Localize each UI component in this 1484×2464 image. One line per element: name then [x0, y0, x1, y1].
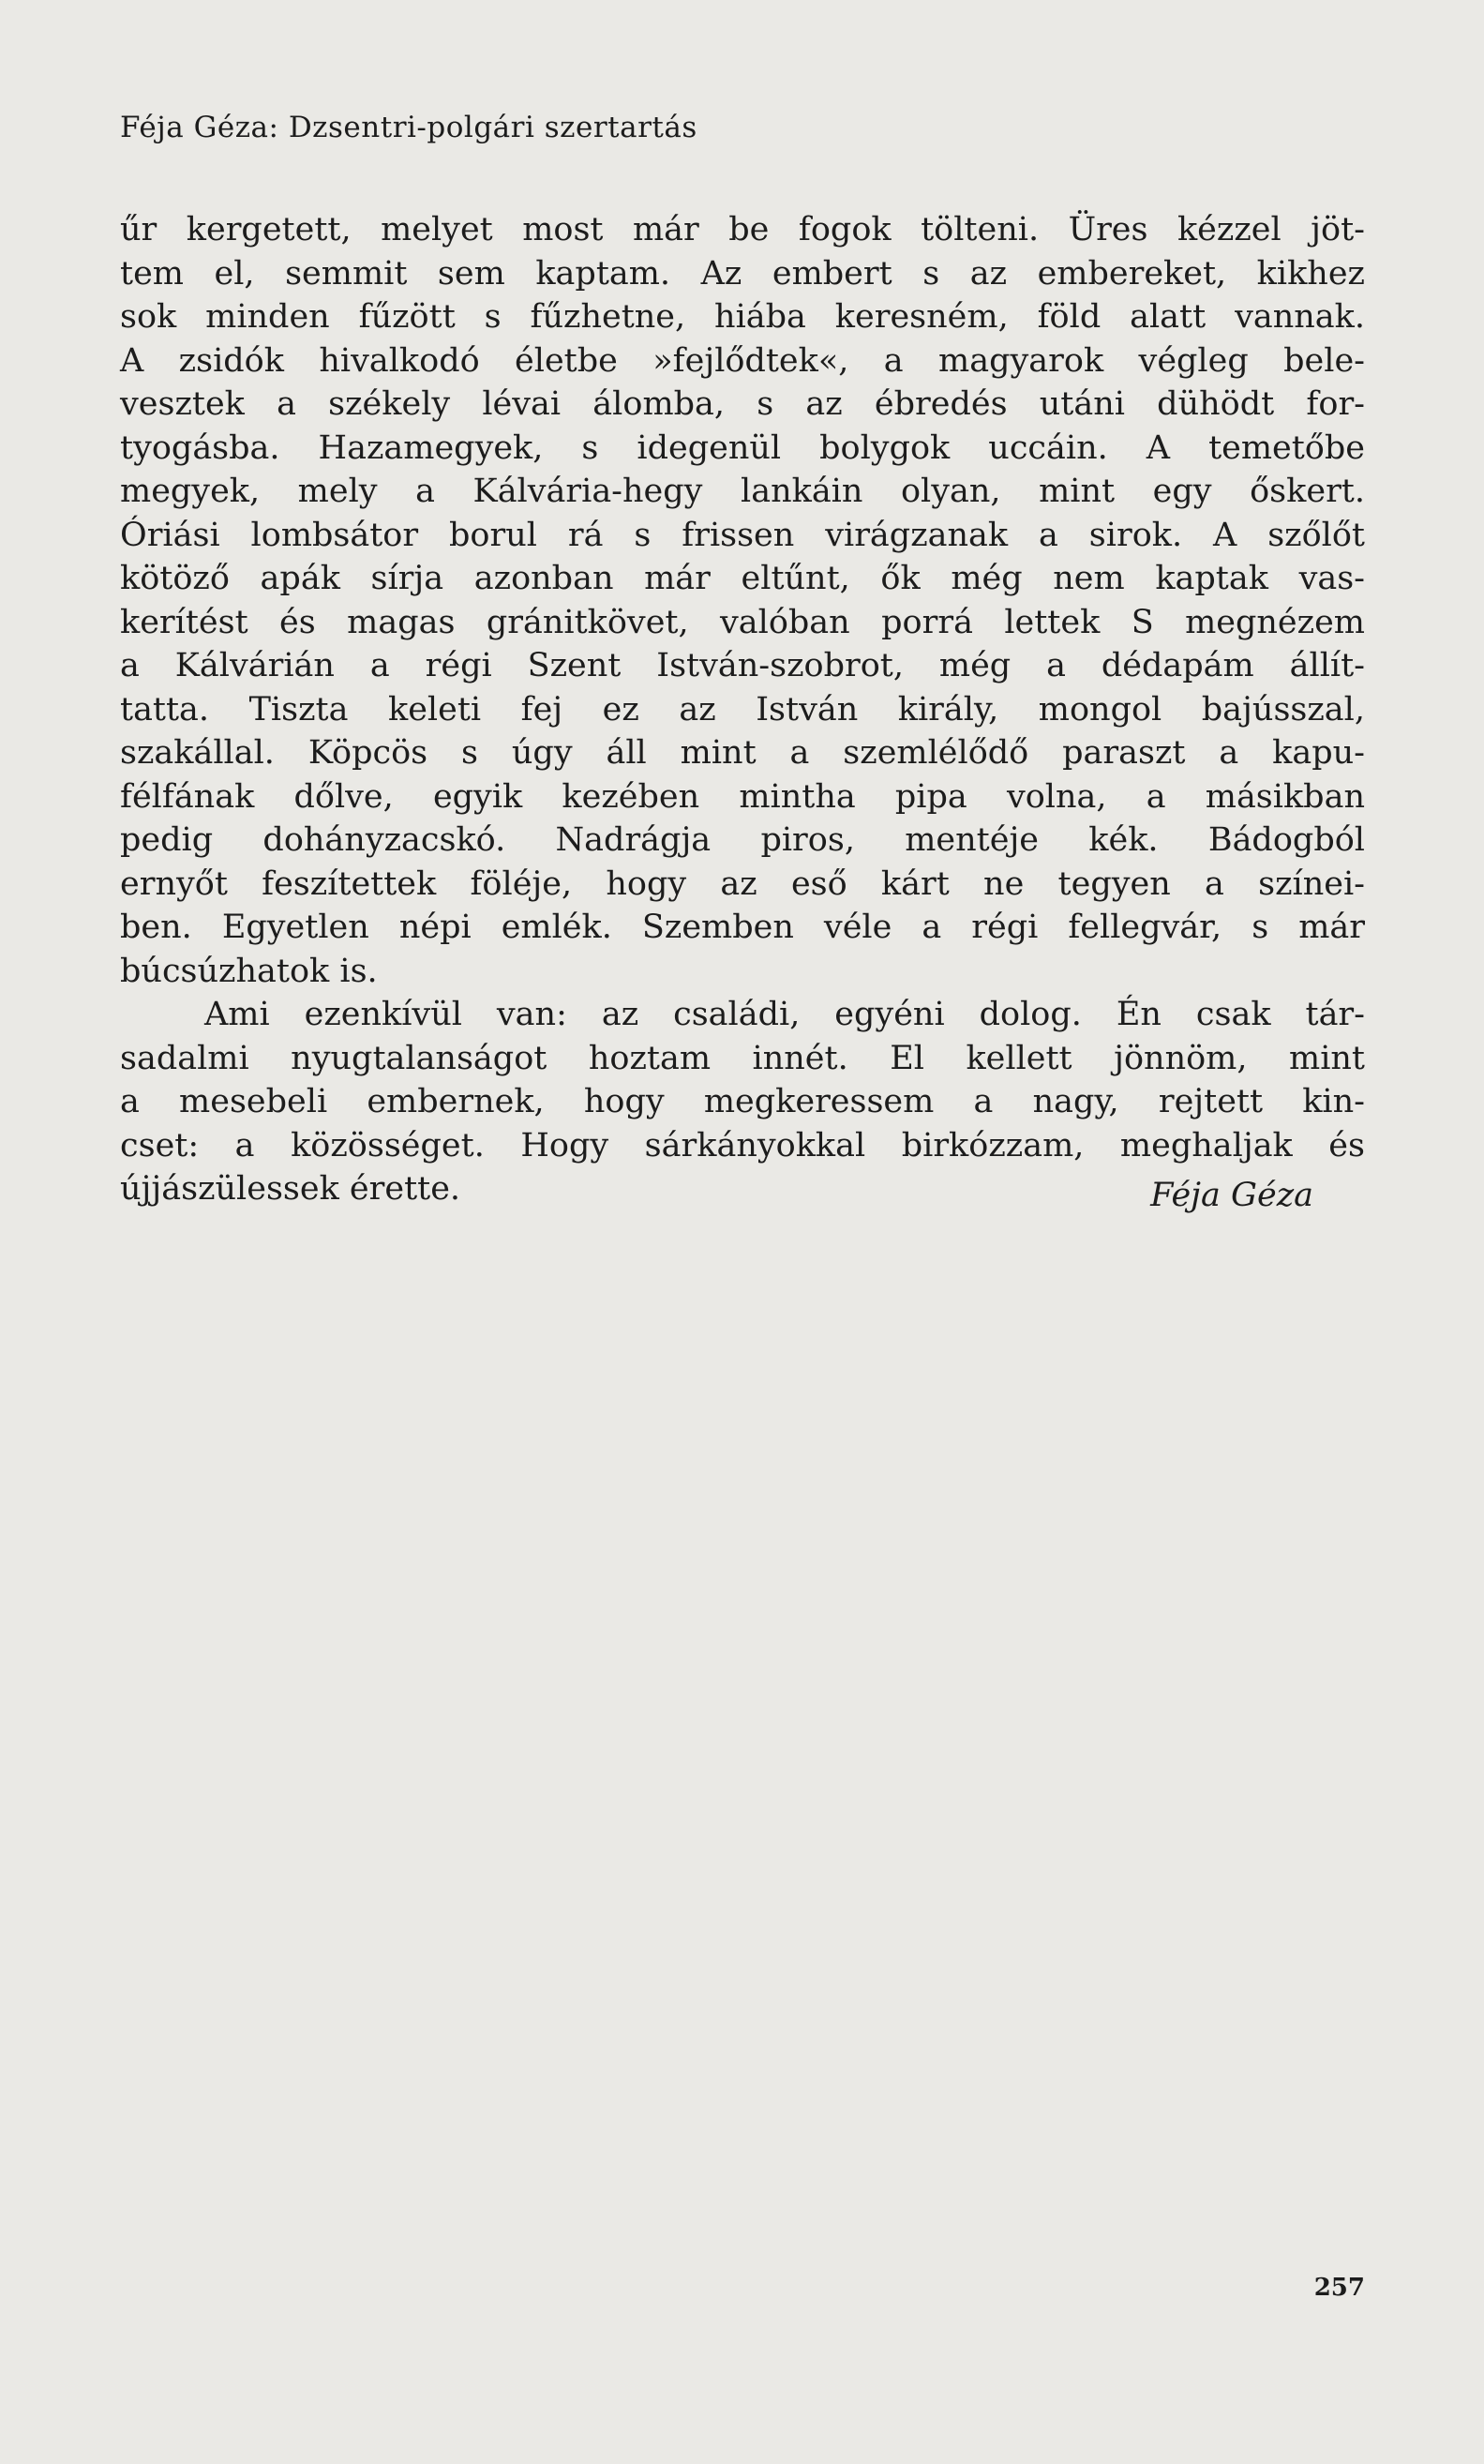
text-line: űr kergetett, melyet most már be fogok tölteni. Üres kézzel jöt- — [120, 211, 1365, 248]
text-line: tem el, semmit sem kaptam. Az embert s az embereket, kikhez — [120, 254, 1365, 293]
text-line: tyogásba. Hazamegyek, s idegenül bolygok uccáin. A temetőbe — [120, 428, 1365, 467]
text-line: kerítést és magas gránitkövet, valóban porrá lettek S megnézem — [120, 603, 1365, 641]
text-line: cset: a közösséget. Hogy sárkányokkal birkózzam, meghaljak és — [120, 1126, 1365, 1164]
text-line: megyek, mely a Kálvária-hegy lankáin olyan, mint egy őskert. — [120, 473, 1365, 510]
text-line: szakállal. Köpcös s úgy áll mint a szemlélődő paraszt a kapu- — [120, 734, 1365, 772]
text-line: tatta. Tiszta keleti fej ez az István király, mongol bajússzal, — [120, 690, 1365, 729]
text-line: kötöző apák sírja azonban már eltűnt, ők még nem kaptak vas- — [120, 560, 1365, 597]
author-signature: Féja Géza — [1150, 1177, 1313, 1214]
text-line: újjászülessek érette. — [120, 1170, 461, 1208]
text-line: ben. Egyetlen népi emlék. Szemben véle a régi fellegvár, s már — [120, 909, 1365, 946]
text-line: Ami ezenkívül van: az családi, egyéni dolog. Én csak tár- — [204, 996, 1365, 1033]
text-line: sok minden fűzött s fűzhetne, hiába keresném, föld alatt vannak. — [120, 298, 1365, 336]
paragraph-1 — [120, 208, 1365, 993]
text-line: félfának dőlve, egyik kezében mintha pipa volna, a másikban — [120, 777, 1365, 816]
page-number: 257 — [1313, 2274, 1365, 2302]
text-line: ernyőt feszítettek föléje, hogy az eső kárt ne tegyen a színei- — [120, 864, 1365, 903]
text-line: vesztek a székely lévai álomba, s az ébredés utáni dühödt for- — [120, 385, 1365, 423]
text-line: sadalmi nyugtalanságot hoztam innét. El kellett jönnöm, mint — [120, 1039, 1365, 1077]
text-line: Óriási lombsátor borul rá s frissen virágzanak a sirok. A szőlőt — [120, 516, 1365, 554]
text-line: búcsúzhatok is. — [120, 952, 378, 990]
body-text — [120, 208, 1365, 1211]
text-line: a mesebeli embernek, hogy megkeressem a nagy, rejtett kin- — [120, 1083, 1365, 1120]
text-line: a Kálvárián a régi Szent István-szobrot, még a dédapám állít- — [120, 647, 1365, 684]
running-head: Féja Géza: Dzsentri-polgári szertartás — [120, 111, 697, 144]
text-line: pedig dohányzacskó. Nadrágja piros, mentéje kék. Bádogból — [120, 821, 1365, 859]
text-line: A zsidók hivalkodó életbe »fejlődtek«, a magyarok végleg bele- — [120, 341, 1365, 380]
